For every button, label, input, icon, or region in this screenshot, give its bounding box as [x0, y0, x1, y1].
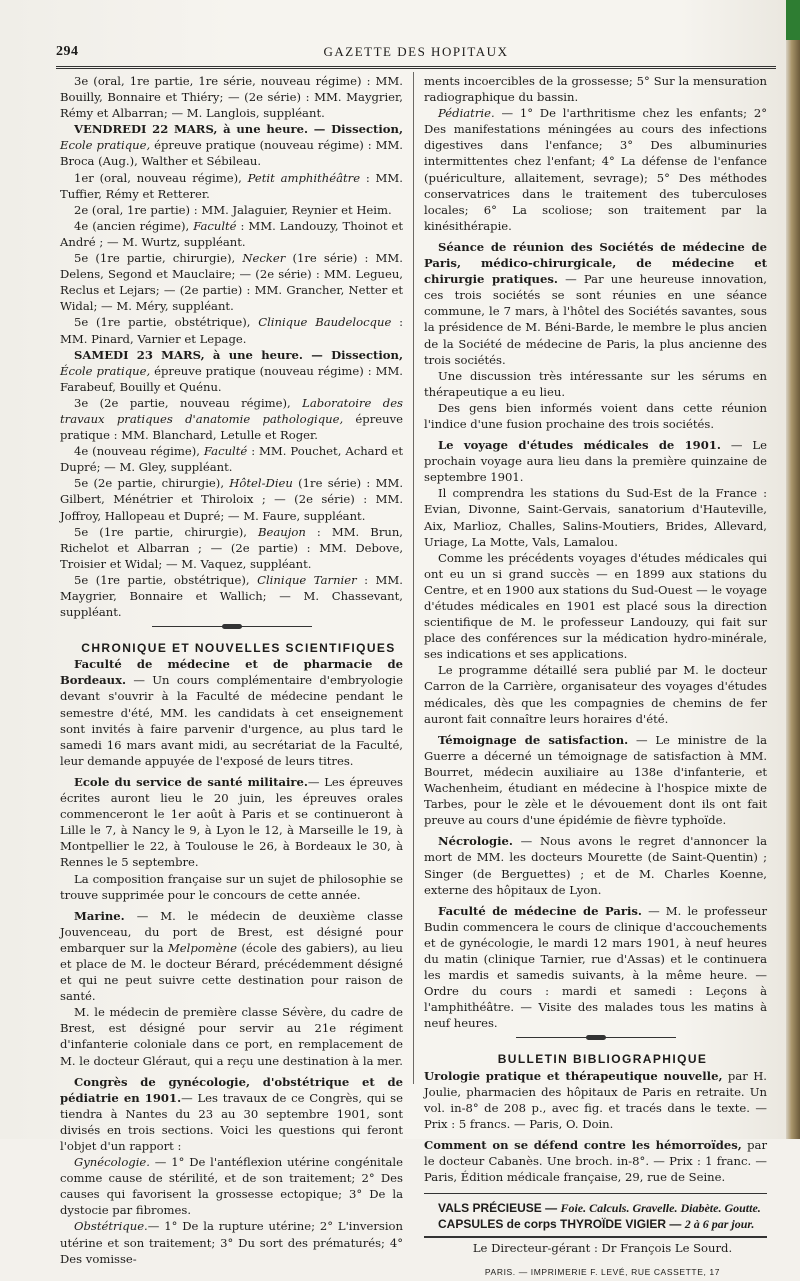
news-item: Faculté de médecine et de pharmacie de Bordeaux. — Un cours complémentaire d'embryologie devant s'ouvrir à la Faculté de médecine pendant le semestre d'été, MM. les candidats à cet enseignement sont invités à faire parvenir d'urgence, au plus tard le samedi 16 mars avant midi, au secrétariat de la Faculté, leur demande appuyée de l'exposé de leurs titres. [60, 657, 403, 768]
page-number: 294 [56, 44, 79, 59]
paragraph: Gynécologie. — 1° De l'antéflexion utérine congénitale comme cause de stérilité, et de son traitement; 2° Des causes qui favorisent la grossesse ectopique; 3° De la dystocie par fibromes. [60, 1155, 403, 1218]
journal-title: GAZETTE DES HOPITAUX [323, 44, 509, 59]
paragraph: Il comprendra les stations du Sud-Est de la France : Evian, Divonne, Saint-Gervais, sanatorium d'Hauteville, Aix, Marlioz, Challes, Salins-Moutiers, Brides, Allevard, Uriage, La Motte, Vals, Lamalou. [424, 486, 767, 549]
paragraph: 3e (oral, 1re partie, 1re série, nouveau régime) : MM. Bouilly, Bonnaire et Thiéry; — (2e série) : MM. Maygrier, Rémy et Albarran; — M. Langlois, suppléant. [60, 74, 403, 121]
paragraph: Des gens bien informés voient dans cette réunion l'indice d'une fusion prochaine des trois sociétés. [424, 400, 767, 431]
news-item: Ecole du service de santé militaire.— Les épreuves écrites auront lieu le 20 juin, les épreuves orales commenceront le 1er août à Paris et se continueront à Lille le 7, à Nancy le 9, à Lyon le 12, à Marseille le 19, à Montpellier le 22, à Toulouse le 26, à Bordeaux le 30, à Rennes le 5 septembre. [60, 774, 403, 870]
header-rule [56, 66, 776, 69]
printer-imprint: PARIS. — IMPRIMERIE F. LEVÉ, RUE CASSETTE, 17 [484, 1267, 721, 1278]
news-item: Le voyage d'études médicales de 1901. — Le prochain voyage aura lieu dans la première quinzaine de septembre 1901. [424, 438, 767, 485]
news-item: Séance de réunion des Sociétés de médecine de Paris, médico-chirurgicale, de médecine et chirurgie pratiques. — Par une heureuse innovation, ces trois sociétés se sont réunies en une séance commune, le 7 mars, à l'hôtel des Sociétés savantes, sous la présidence de M. Béni-Barde, le membre le plus ancien de la Société de médecine de Paris, la plus ancienne des trois sociétés. [424, 239, 767, 367]
paragraph: 3e (2e partie, nouveau régime), Laboratoire des travaux pratiques d'anatomie pathologique, épreuve pratique : MM. Blanchard, Letulle et Roger. [60, 395, 403, 443]
news-item: Nécrologie. — Nous avons le regret d'annoncer la mort de MM. les docteurs Mourette (de Saint-Quentin) ; Singer (de Berguettes) ; et de M. Charles Koenne, externe des hôpitaux de Lyon. [424, 834, 767, 897]
paragraph: 5e (1re partie, chirurgie), Necker (1re série) : MM. Delens, Segond et Mauclaire; — (2e série) : MM. Legueu, Reclus et Lejars; — (2e partie) : MM. Grancher, Netter et Widal; — M. Méry, suppléant. [60, 251, 403, 314]
news-item: Marine. — M. le médecin de deuxième classe Jouvenceau, du port de Brest, est désigné pour embarquer sur la Melpomène (école des gabiers), au lieu et place de M. le docteur Bérard, précédemment désigné et qui ne peut suivre cette destination pour raison de santé. [60, 908, 403, 1004]
editor-signature: Le Directeur-gérant : Dr François Le Sourd. [424, 1236, 767, 1256]
running-header [56, 44, 776, 64]
paragraph: Pédiatrie. — 1° De l'arthritisme chez les enfants; 2° Des manifestations méningées au cours des infections digestives dans l'enfance; 3° Des albuminuries intermittentes chez l'enfant; 4° La défense de l'enfance (puériculture, allaitement, sevrage); 5° Des méthodes conservatrices dans le traitement des tuberculoses locales; 6° La scoliose; son traitement par la kinésithérapie. [424, 106, 767, 233]
separator-rule [424, 1193, 767, 1194]
paragraph: La composition française sur un sujet de philosophie se trouve supprimée pour le concours de cette année. [60, 871, 403, 902]
paragraph: SAMEDI 23 MARS, à une heure. — Dissection, École pratique, épreuve pratique (nouveau régime) : MM. Farabeuf, Bouilly et Quénu. [60, 347, 403, 394]
section-ornament [152, 624, 312, 630]
right-column [424, 73, 767, 1281]
paragraph: ments incoercibles de la grossesse; 5° Sur la mensuration radiographique du bassin. [424, 74, 767, 105]
section-heading: CHRONIQUE ET NOUVELLES SCIENTIFIQUES [81, 641, 396, 656]
news-item: Témoignage de satisfaction. — Le ministre de la Guerre a décerné un témoignage de satisfaction à MM. Bourret, médecin auxiliaire au 138e d'infanterie, et Wachenheim, étudiant en médecine à l'hospice mixte de Tarbes, pour le zèle et le dévouement dont ils ont fait preuve au cours d'une épidémie de fièvre typhoïde. [424, 732, 767, 828]
paragraph: 4e (nouveau régime), Faculté : MM. Pouchet, Achard et Dupré; — M. Gley, suppléant. [60, 444, 403, 475]
paragraph: Obstétrique.— 1° De la rupture utérine; 2° L'inversion utérine et son traitement; 3° Du sort des prématurés; 4° Des vomisse- [60, 1219, 403, 1266]
paragraph: 4e (ancien régime), Faculté : MM. Landouzy, Thoinot et André ; — M. Wurtz, suppléant. [60, 218, 403, 249]
paragraph: 2e (oral, 1re partie) : MM. Jalaguier, Reynier et Heim. [74, 202, 392, 217]
advertisement-line: CAPSULES de corps THYROÏDE VIGIER — 2 à 6 par jour. [438, 1217, 755, 1232]
paragraph: Comme les précédents voyages d'études médicales qui ont eu un si grand succès — en 1899 aux stations du Centre, et en 1900 aux stations du Sud-Ouest — le voyage d'études médicales en 1901 est placé sous la direction scientifique de M. le professeur Landouzy, qui fait sur place des conférences sur la médication hydro-minérale, ses indications et ses applications. [424, 550, 767, 662]
section-heading: BULLETIN BIBLIOGRAPHIQUE [497, 1052, 708, 1067]
paragraph: 1er (oral, nouveau régime), Petit amphithéâtre : MM. Tuffier, Rémy et Retterer. [60, 170, 403, 201]
news-item: Congrès de gynécologie, d'obstétrique et de pédiatrie en 1901.— Les travaux de ce Congrès, qui se tiendra à Nantes du 23 au 30 septembre 1901, sont divisés en trois sections. Voici les questions qui feront l'objet d'un rapport : [60, 1074, 403, 1153]
column-divider [413, 72, 414, 1084]
bibliography-entry: Urologie pratique et thérapeutique nouvelle, par H. Joulie, pharmacien des hôpitaux de Paris en retraite. Un vol. in-8° de 208 p., avec fig. et tracés dans le texte. — Prix : 5 francs. — Paris, O. Doin. [424, 1068, 767, 1131]
paragraph: Une discussion très intéressante sur les sérums en thérapeutique a eu lieu. [424, 368, 767, 399]
advertisement-line: VALS PRÉCIEUSE — Foie. Calculs. Gravelle. Diabète. Goutte. [438, 1201, 761, 1216]
paragraph: 5e (2e partie, chirurgie), Hôtel-Dieu (1re série) : MM. Gilbert, Ménétrier et Thiroloix ; — (2e série) : MM. Joffroy, Hallopeau et Dupré; — M. Faure, suppléant. [60, 476, 404, 523]
paragraph: VENDREDI 22 MARS, à une heure. — Dissection, Ecole pratique, épreuve pratique (nouveau régime) : MM. Broca (Aug.), Walther et Sébileau. [60, 122, 403, 169]
paragraph: M. le médecin de première classe Sévère, du cadre de Brest, est désigné pour servir au 21e régiment d'infanterie coloniale dans ce port, en remplacement de M. le docteur Gléraut, qui a reçu une destination à la mer. [60, 1005, 403, 1068]
news-item: Faculté de médecine de Paris. — M. le professeur Budin commencera le cours de clinique d'accouchements et de gynécologie, le mardi 12 mars 1901, à neuf heures du matin (clinique Tarnier, rue d'Assas) et le continuera les mardis et samedis suivants, à la même heure. — Ordre du cours : mardi et samedi : Leçons à l'amphithéâtre. — Visite des malades tous les matins à neuf heures. [424, 903, 767, 1031]
page-edge [786, 0, 800, 1139]
section-ornament [516, 1035, 676, 1041]
bibliography-entry: Comment on se défend contre les hémorroïdes, par le docteur Cabanès. Une broch. in-8°. — Prix : 1 franc. — Paris, Édition médicale française, 29, rue de Seine. [424, 1137, 767, 1185]
paragraph: 5e (1re partie, obstétrique), Clinique Baudelocque : MM. Pinard, Varnier et Lepage. [60, 315, 404, 346]
paragraph: Le programme détaillé sera publié par M. le docteur Carron de la Carrière, organisateur des voyages d'études médicales, dès que les compagnies de chemins de fer auront fait connaître leurs horaires d'été. [424, 663, 767, 726]
paragraph: 5e (1re partie, chirurgie), Beaujon : MM. Brun, Richelot et Albarran ; — (2e partie) : MM. Debove, Troisier et Widal; — M. Vaquez, suppléant. [60, 524, 403, 571]
paragraph: 5e (1re partie, obstétrique), Clinique Tarnier : MM. Maygrier, Bonnaire et Wallich; — M. Chassevant, suppléant. [60, 572, 403, 620]
page-edge-tab [786, 0, 800, 40]
left-column [60, 73, 403, 1267]
